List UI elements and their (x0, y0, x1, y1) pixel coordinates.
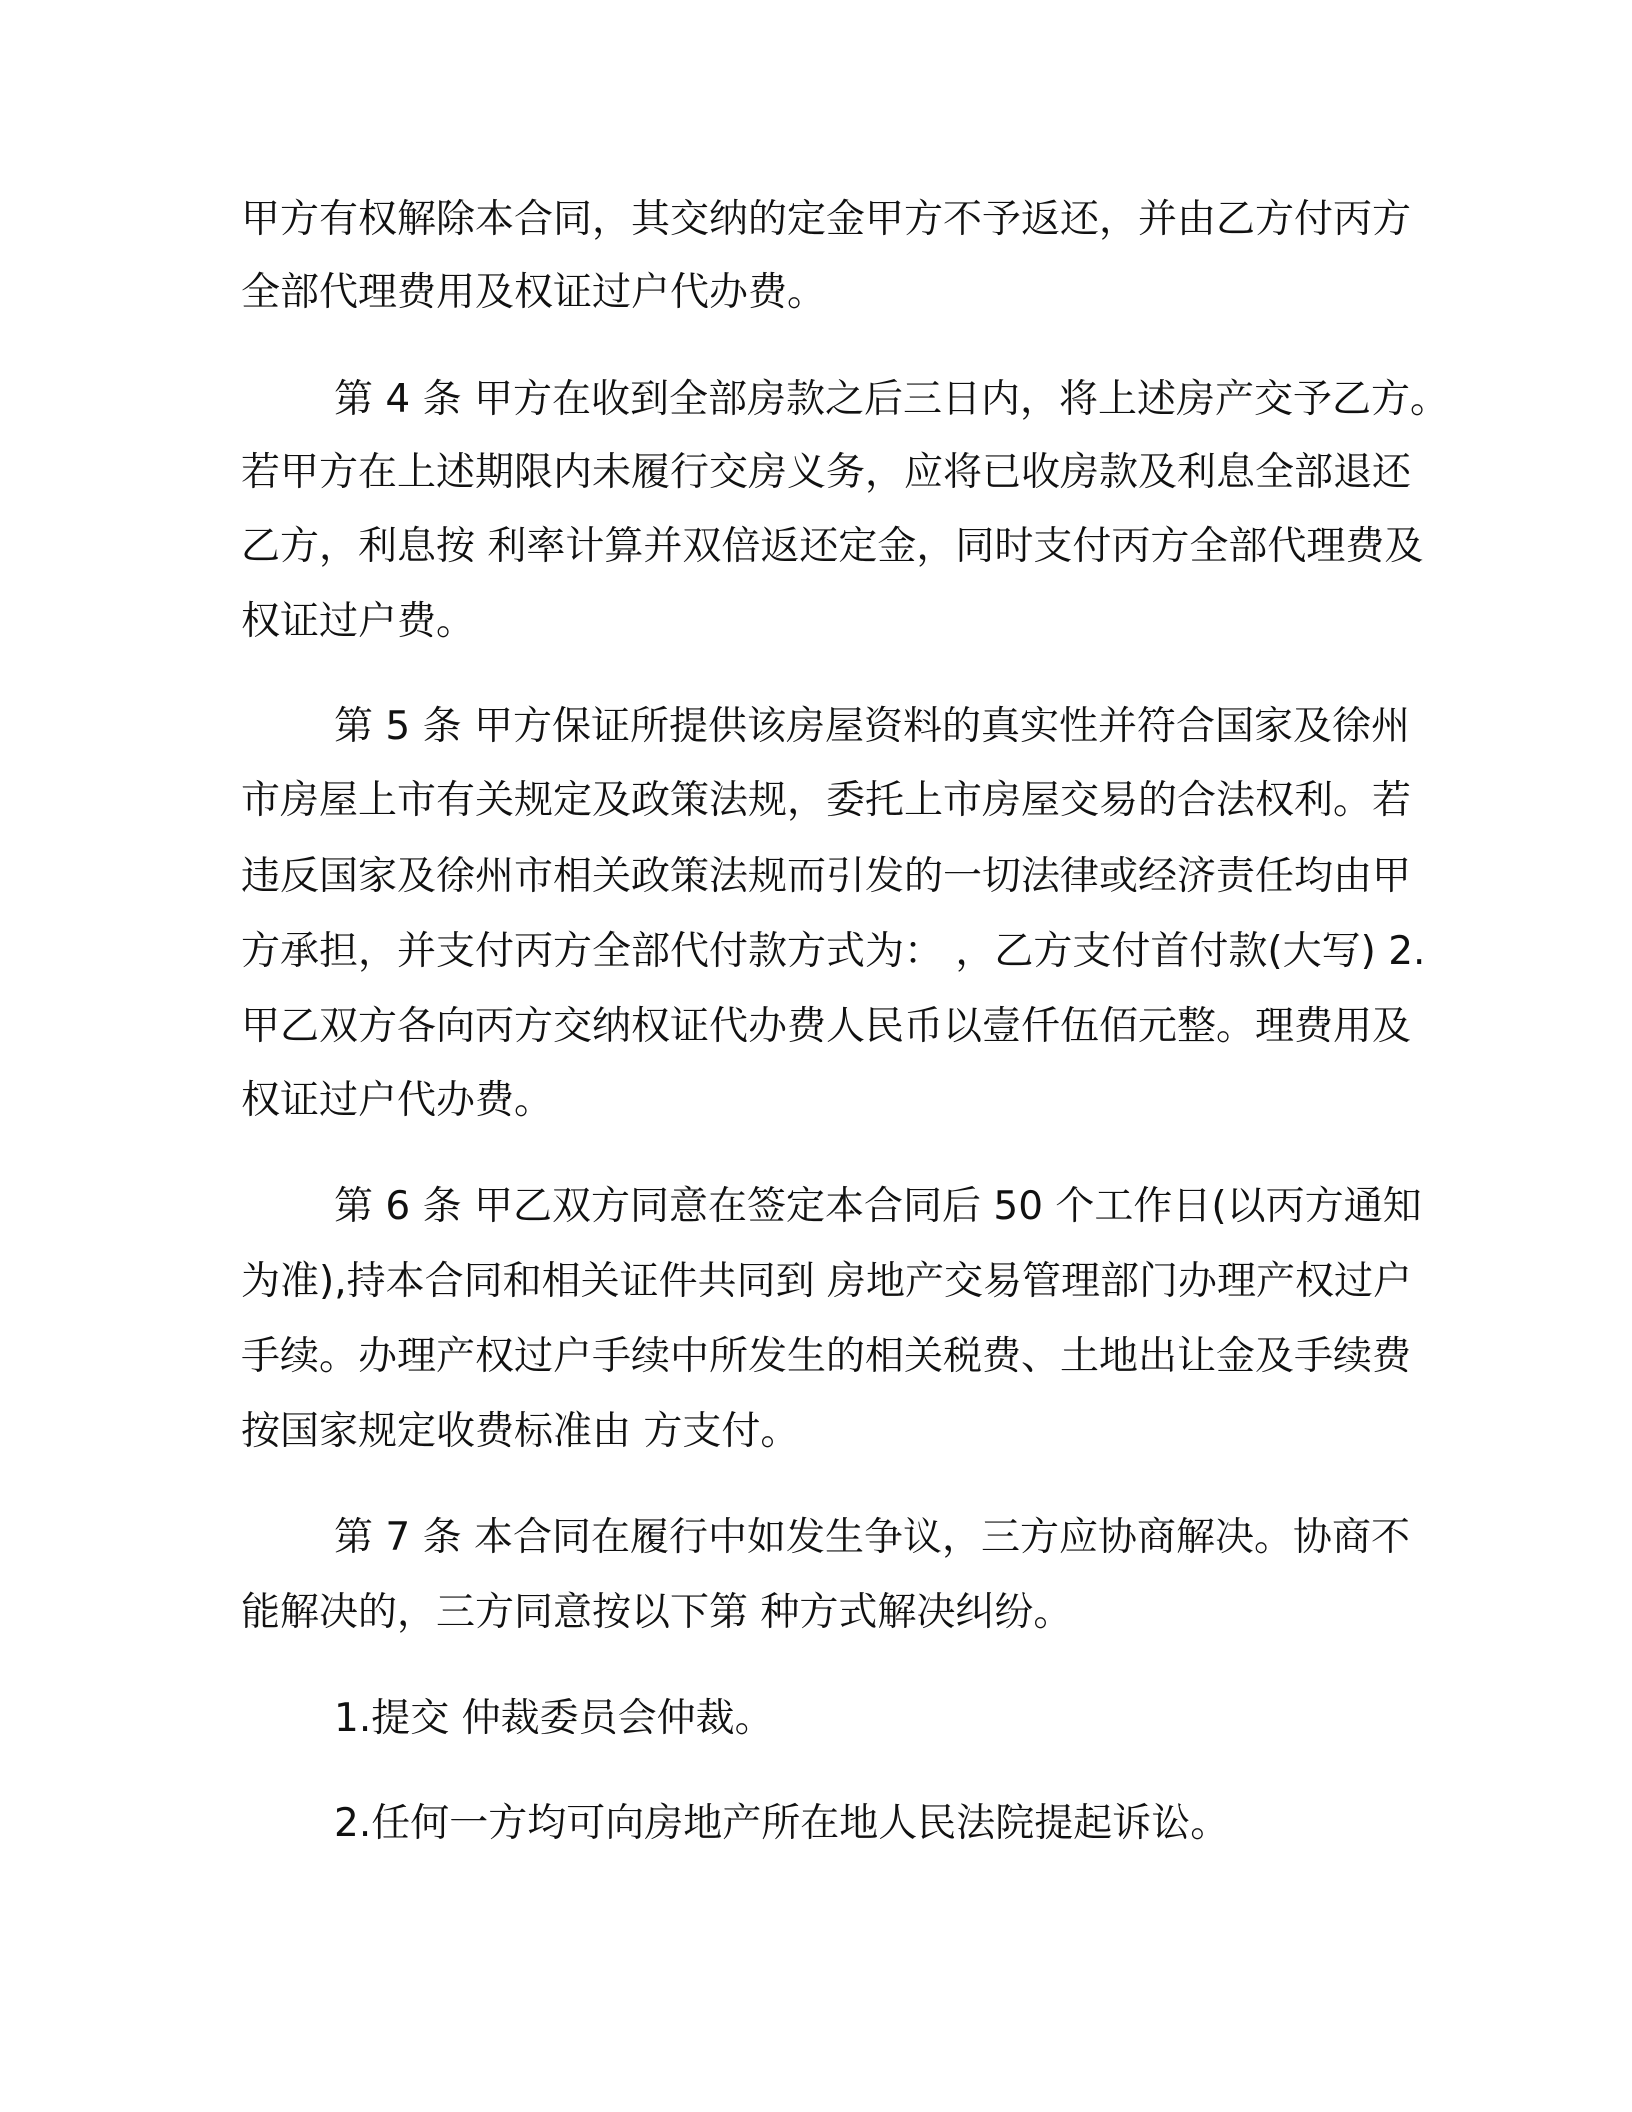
article-6-heading-line: 第 6 条 甲乙双方同意在签定本合同后 50 个工作日(以丙方通知 (334, 1184, 1422, 1229)
text-line: 为准),持本合同和相关证件共同到 房地产交易管理部门办理产权过户 (241, 1259, 1413, 1304)
text-line: 全部代理费用及权证过户代办费。 (241, 270, 827, 315)
text-line: 手续。办理产权过户手续中所发生的相关税费、土地出让金及手续费 (241, 1334, 1412, 1379)
text-line: 市房屋上市有关规定及政策法规，委托上市房屋交易的合法权利。若 (241, 778, 1412, 823)
text-line: 若甲方在上述期限内未履行交房义务，应将已收房款及利息全部退还 (241, 450, 1412, 495)
option-1-line: 1.提交 仲裁委员会仲裁。 (334, 1696, 774, 1741)
text-line: 能解决的，三方同意按以下第 种方式解决纠纷。 (241, 1590, 1073, 1635)
text-line: 违反国家及徐州市相关政策法规而引发的一切法律或经济责任均由甲 (241, 854, 1412, 899)
text-line: 权证过户代办费。 (241, 1078, 554, 1123)
text-line: 甲乙双方各向丙方交纳权证代办费人民币以壹仟伍佰元整。理费用及 (241, 1004, 1412, 1049)
text-line: 方承担，并支付丙方全部代付款方式为： ，乙方支付首付款(大写) 2. (241, 929, 1426, 974)
article-4-heading-line: 第 4 条 甲方在收到全部房款之后三日内，将上述房产交予乙方。 (334, 377, 1450, 422)
text-line: 乙方，利息按 利率计算并双倍返还定金，同时支付丙方全部代理费及 (241, 524, 1424, 569)
text-line: 甲方有权解除本合同，其交纳的定金甲方不予返还，并由乙方付丙方 (241, 197, 1412, 242)
text-line: 按国家规定收费标准由 方支付。 (241, 1409, 800, 1454)
text-line: 权证过户费。 (241, 599, 476, 644)
article-7-heading-line: 第 7 条 本合同在履行中如发生争议，三方应协商解决。协商不 (334, 1515, 1411, 1560)
option-2-line: 2.任何一方均可向房地产所在地人民法院提起诉讼。 (334, 1801, 1230, 1846)
article-5-heading-line: 第 5 条 甲方保证所提供该房屋资料的真实性并符合国家及徐州 (334, 704, 1411, 749)
